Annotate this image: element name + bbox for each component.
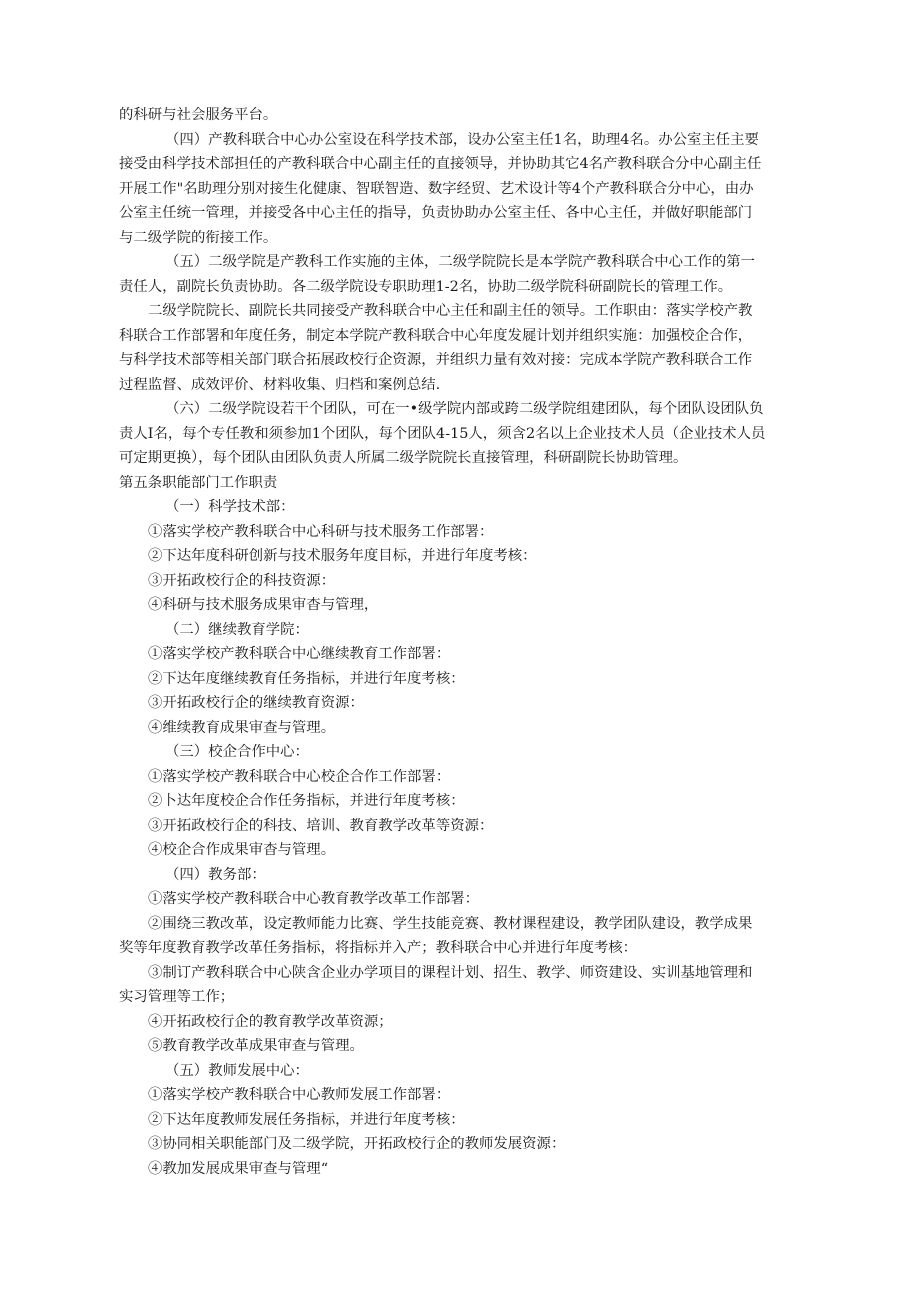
list-item: ③制订产教科联合中心陕含企业办学项目的课程计划、招生、教学、师资建设、实训基地管理和 [148, 964, 753, 981]
section-heading: （二）继续教育学院： [165, 621, 309, 638]
list-item: ②下达年度科研创新与技术服务年度目标，并进行年度考核： [148, 548, 537, 564]
text-line: 公室主任统一管理，并接受各中心主任的指导，负责协助办公室主任、各中心主任，并做好职能部门 [119, 205, 753, 221]
text-line: （四）产教科联合中心办公室设在科学技术部，设办公室主任1名，助理4名。办公室主任主要 [165, 131, 759, 148]
list-item: ②卜达年度校企合作任务指标，并进行年度考核： [148, 793, 465, 809]
text-line: 科联合工作部署和年度任务，制定本学院产教科联合中心年度发屣计划并组织实施：加强校企合作， [119, 327, 753, 344]
text-line: 与二级学院的衔接工作。 [119, 229, 278, 246]
text-line: （五）二级学院是产教科工作实施的主体，二级学院院长是本学院产教科联合中心工作的第一 [165, 254, 756, 270]
text-line: 开展工作"名助理分别对接生化健康、智联智造、数字经贸、艺术设计等4个产教科联合分中心，由办 [119, 180, 754, 197]
document-page [119, 103, 801, 1181]
list-item: ③开拓政校行企的继续教育资源： [148, 695, 364, 711]
text-line: （六）二级学院设若干个团队，可在一•级学院内部或跨二级学院组建团队，每个团队设团队负 [165, 401, 764, 417]
text-line: 接受由科学技术部担任的产教科联合中心副主任的直接领导，并协助其它4名产教科联合分中心副主任 [119, 156, 762, 172]
list-item-continued: 奖等年度教育教学改革任务指标，将指标并入产；教科联合中心并进行年度考核： [119, 940, 638, 956]
list-item: ①落实学校产教科联合中心教师发展工作部署： [148, 1087, 451, 1103]
list-item: ③开拓政校行企的科技资源： [148, 572, 336, 589]
list-item: ③开拓政校行企的科技、培训、教育教学改革等资源： [148, 817, 494, 834]
list-item: ①落实学校产教科联合中心校企合作工作部署： [148, 768, 451, 785]
list-item: ①落实学校产教科联合中心继续教育工作部署： [148, 646, 451, 662]
article-heading: 第五条职能部门工作职责 [119, 474, 278, 491]
list-item: ①落实学校产教科联合中心科研与技术服务工作部署： [148, 523, 494, 540]
text-line: 可定期更换），每个团队由团队负责人所属二级学院院长直接管理，科研副院长协助管理。 [119, 450, 688, 466]
list-item: ②围绕三教改革，设定教师能力比赛、学生技能竞赛、教材课程建设，教学团队建设，教学成果 [148, 915, 753, 932]
list-item: ④科研与技术服务成果审杳与管理， [148, 597, 379, 613]
list-item: ④校企合作成果审杳与管理。 [148, 842, 336, 858]
list-item: ①落实学校产教科联合中心教育教学改革工作部署： [148, 891, 479, 907]
section-heading: （一）科学技术部： [165, 499, 295, 515]
text-line: 与科学技术部等相关部门联合拓展政校行企资源，并组织力量有效对接：完成本学院产教科联合工作 [119, 352, 753, 368]
section-heading: （三）校企合作中心： [165, 744, 309, 760]
text-line: 的科研与社会服务平台。 [119, 107, 278, 123]
list-item-continued: 实习管理等工作； [119, 989, 235, 1005]
list-item: ⑤教育教学改革成果审查与管理。 [148, 1038, 364, 1054]
section-heading: （五）教师发展中心： [165, 1062, 309, 1079]
list-item: ④开拓政校行企的教育教学改革资源； [148, 1013, 393, 1030]
list-item: ②下达年度继续教育任务指标，并进行年度考核： [148, 670, 465, 687]
text-line: 责人I名，每个专任教和须参加1个团队，每个团队4-15人，须含2名以上企业技术人员（企业技术人员 [119, 425, 766, 442]
list-item: ④维续教育成果审查与管理。 [148, 719, 336, 736]
text-line: 二级学院院长、副院长共同接受产教科联合中心主任和副主任的领导。工作职由：落实学校产教 [148, 303, 753, 319]
section-heading: （四）教务部： [165, 866, 266, 883]
list-item: ②下达年度教师发展任务指标，并进行年度考核： [148, 1111, 465, 1128]
text-line: 过程监督、成效评价、材料收集、归档和案例总结. [119, 376, 441, 393]
list-item: ③协同相关职能部门及二级学院，开拓政校行企的教师发展资源： [148, 1136, 566, 1152]
list-item: ④教加发展成果审查与管理“ [148, 1160, 329, 1177]
text-line: 责任人，副院长负责协助。各二级学院设专职助理1-2名，协助二级学院科研副院长的管理工作。 [119, 278, 733, 295]
